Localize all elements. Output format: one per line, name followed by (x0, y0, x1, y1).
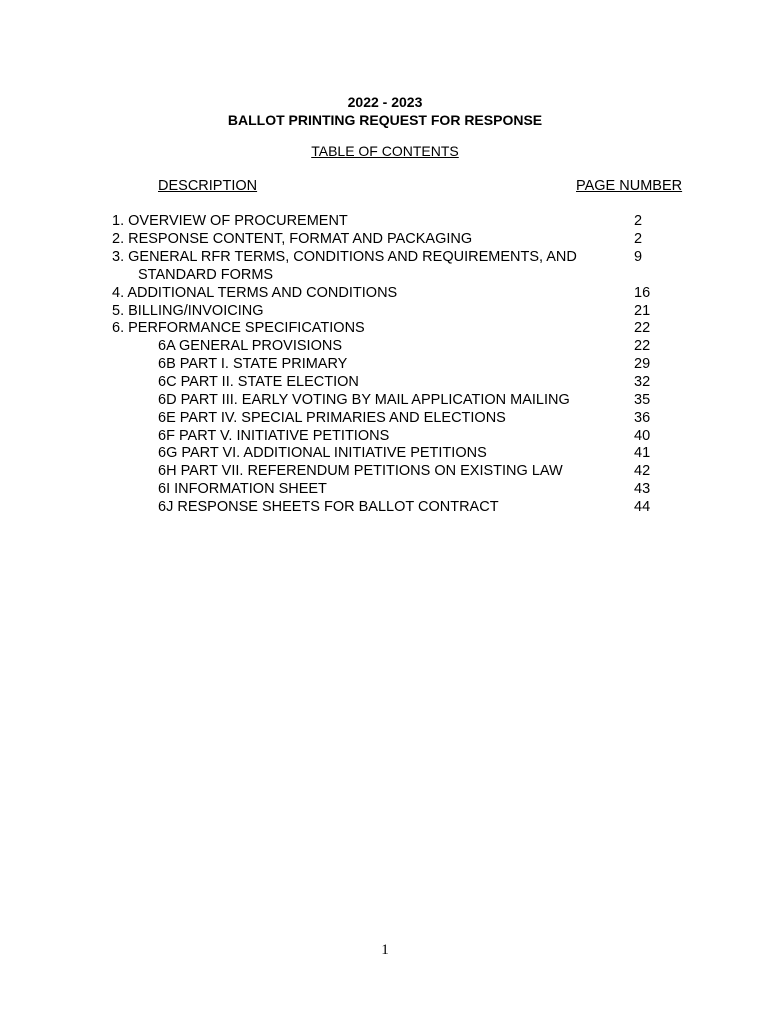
toc-entry-6-page: 22 (634, 320, 651, 336)
page-number-column-header: PAGE NUMBER (576, 178, 683, 194)
toc-entry-6c-page: 32 (634, 374, 651, 390)
toc-entry-4-page: 16 (634, 285, 651, 301)
document-year: 2022 - 2023 (347, 94, 423, 110)
toc-entry-6h-page: 42 (634, 463, 651, 479)
toc-entry-2: 2. RESPONSE CONTENT, FORMAT AND PACKAGING (112, 231, 473, 247)
toc-entry-6a: 6A GENERAL PROVISIONS (158, 338, 342, 354)
toc-entry-2-page: 2 (634, 231, 643, 247)
toc-entry-6g-page: 41 (634, 445, 651, 461)
toc-entry-6e-page: 36 (634, 410, 651, 426)
toc-entry-6d: 6D PART III. EARLY VOTING BY MAIL APPLICATION MAILING (158, 392, 570, 408)
toc-entry-3-page: 9 (634, 249, 643, 265)
toc-entry-1-page: 2 (634, 213, 643, 229)
toc-entry-5: 5. BILLING/INVOICING (112, 303, 264, 319)
toc-entry-6b-page: 29 (634, 356, 651, 372)
toc-entry-6i-page: 43 (634, 481, 651, 497)
page-number-footer: 1 (381, 942, 389, 958)
toc-entry-6b: 6B PART I. STATE PRIMARY (158, 356, 348, 372)
toc-entry-6d-page: 35 (634, 392, 651, 408)
toc-entry-6a-page: 22 (634, 338, 651, 354)
toc-entry-6f: 6F PART V. INITIATIVE PETITIONS (158, 428, 390, 444)
toc-entry-3: 3. GENERAL RFR TERMS, CONDITIONS AND REQUIREMENTS, AND (112, 249, 577, 265)
toc-entry-6g: 6G PART VI. ADDITIONAL INITIATIVE PETITIONS (158, 445, 487, 461)
description-column-header: DESCRIPTION (158, 178, 258, 194)
toc-entry-6f-page: 40 (634, 428, 651, 444)
toc-entry-1: 1. OVERVIEW OF PROCUREMENT (112, 213, 348, 229)
toc-entry-6: 6. PERFORMANCE SPECIFICATIONS (112, 320, 365, 336)
document-title: BALLOT PRINTING REQUEST FOR RESPONSE (227, 112, 543, 128)
toc-entry-6i: 6I INFORMATION SHEET (158, 481, 327, 497)
toc-entry-6c: 6C PART II. STATE ELECTION (158, 374, 359, 390)
toc-entry-6e: 6E PART IV. SPECIAL PRIMARIES AND ELECTIONS (158, 410, 506, 426)
toc-entry-5-page: 21 (634, 303, 651, 319)
toc-entry-6j: 6J RESPONSE SHEETS FOR BALLOT CONTRACT (158, 499, 499, 515)
toc-heading: TABLE OF CONTENTS (311, 143, 459, 159)
toc-entry-4: 4. ADDITIONAL TERMS AND CONDITIONS (112, 285, 398, 301)
toc-entry-6h: 6H PART VII. REFERENDUM PETITIONS ON EXISTING LAW (158, 463, 563, 479)
toc-entry-3-continued: STANDARD FORMS (138, 267, 274, 283)
toc-entry-6j-page: 44 (634, 499, 651, 515)
